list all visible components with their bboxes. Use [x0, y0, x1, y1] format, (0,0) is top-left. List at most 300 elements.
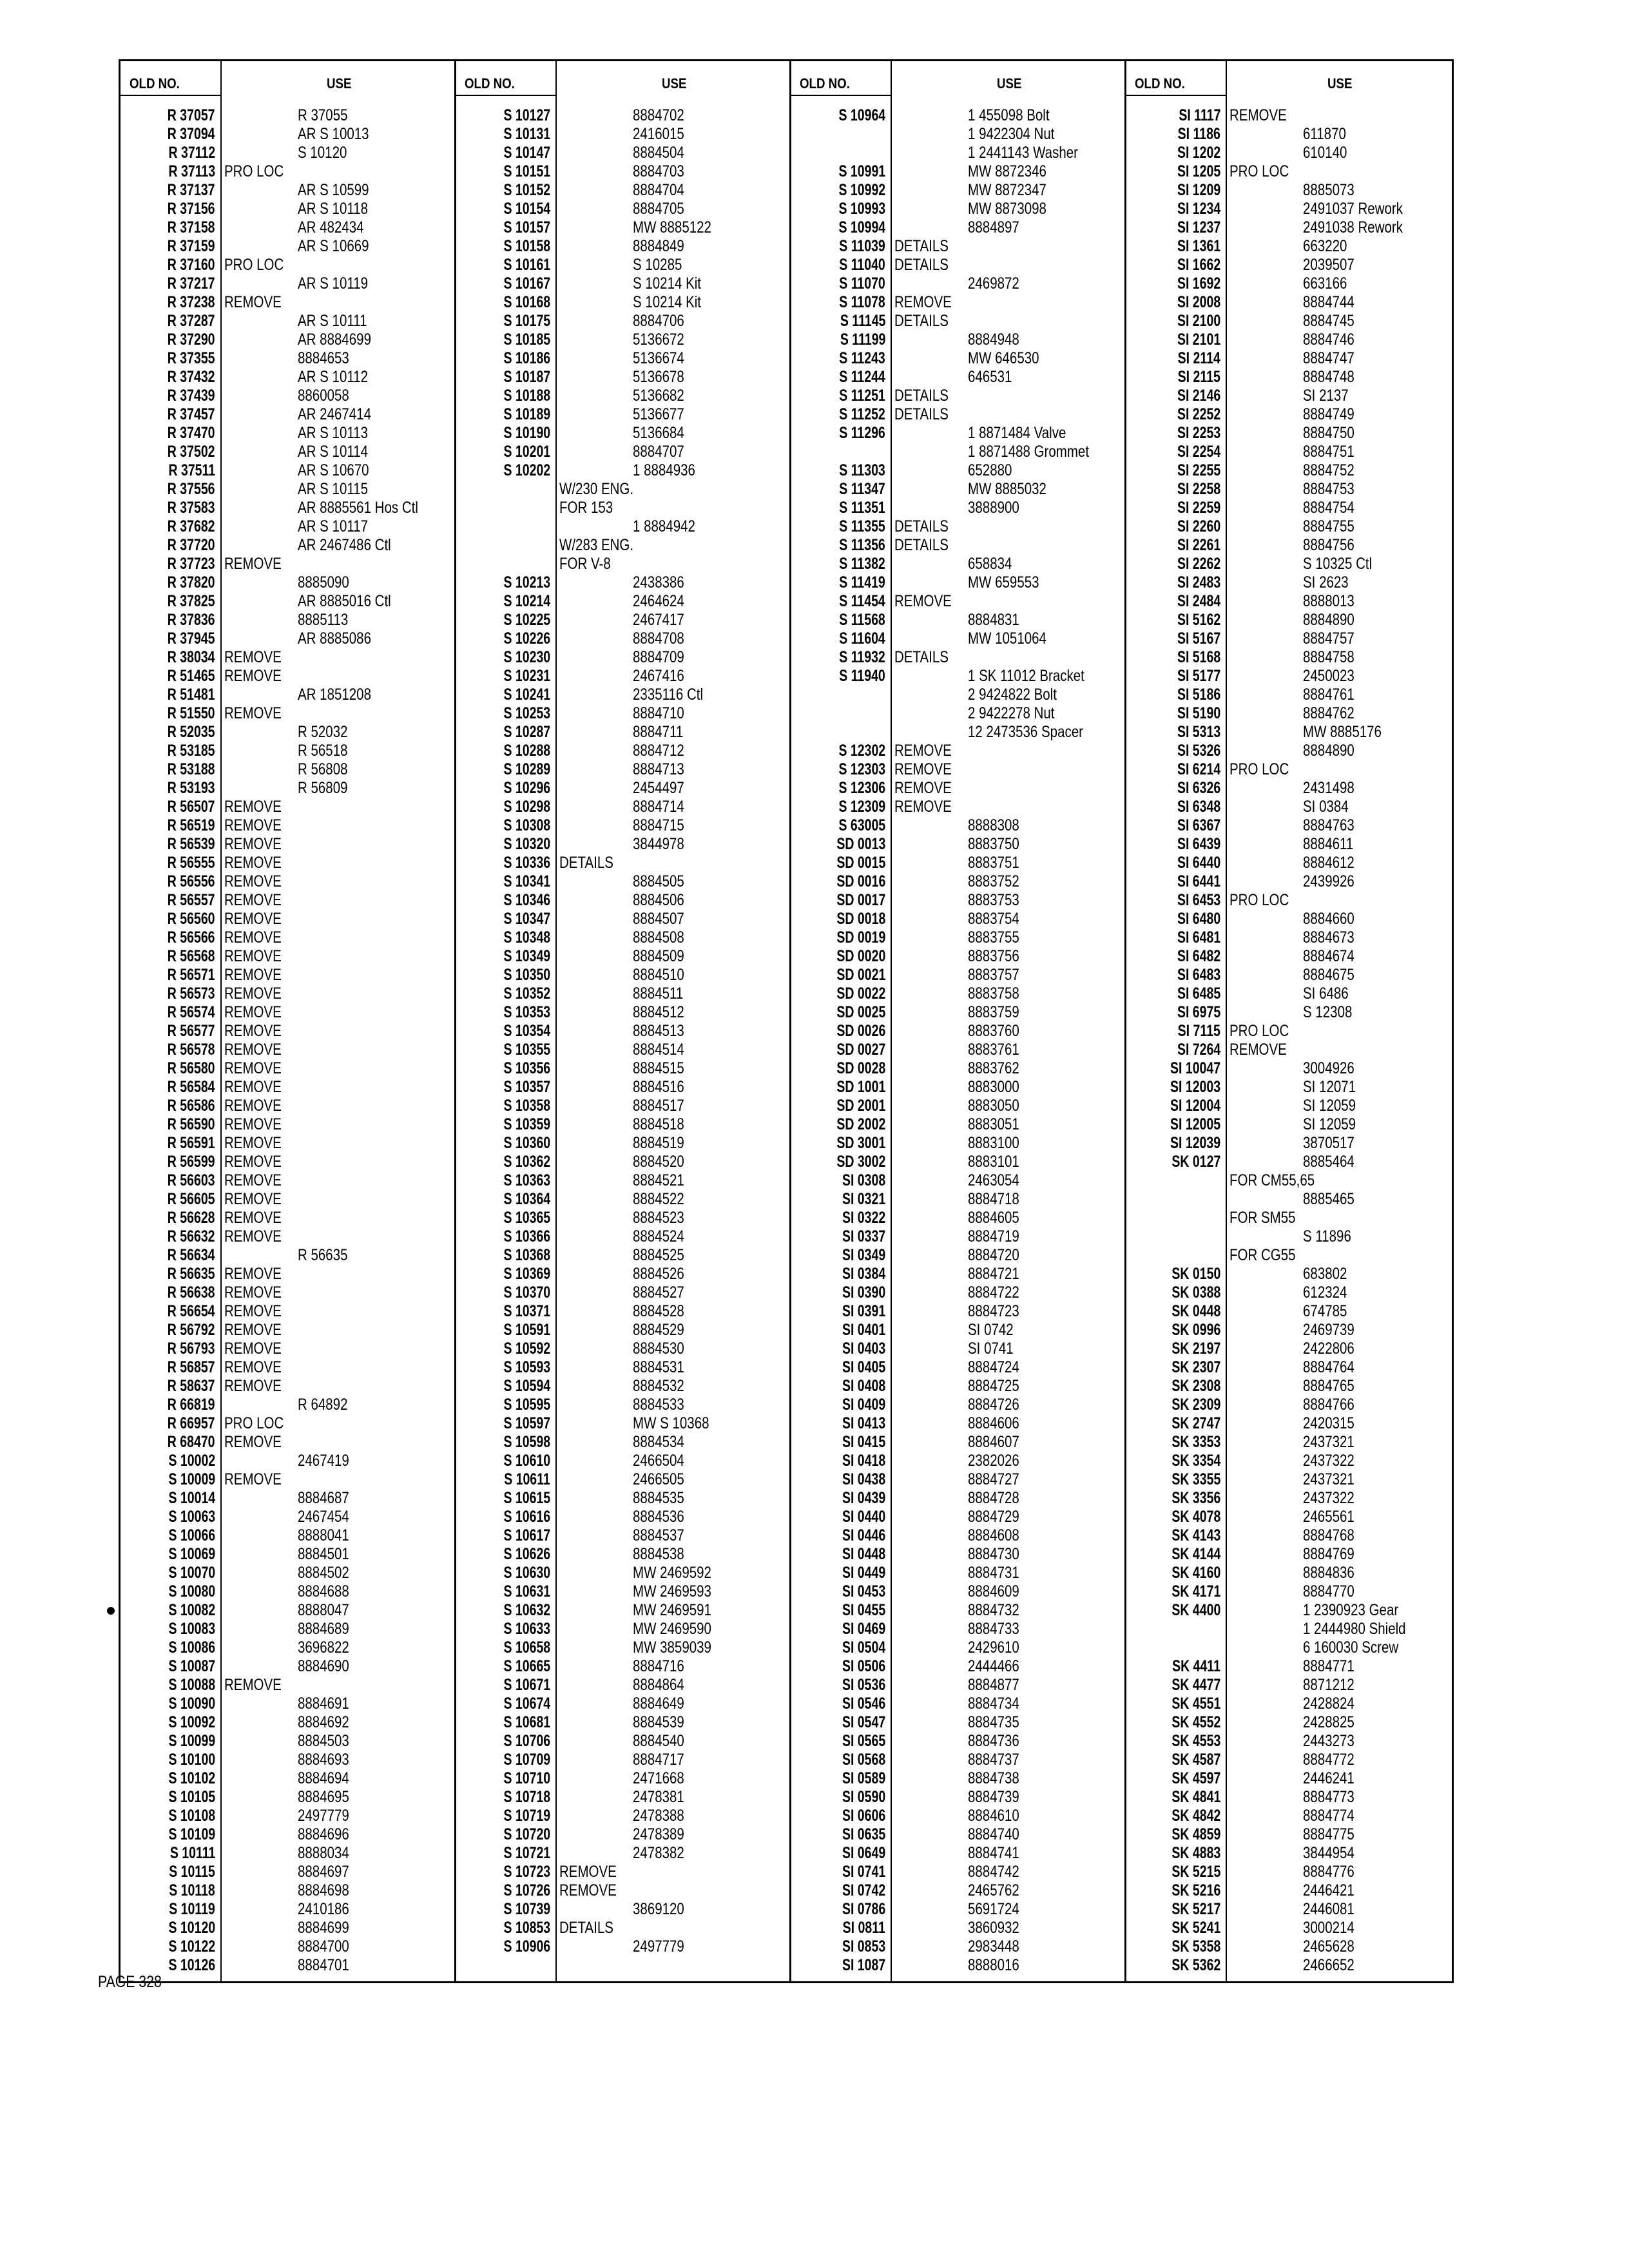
table-column-3: [791, 61, 1126, 1981]
old-number-cell: SI 5313: [1177, 723, 1220, 741]
old-number-cell: S 10616: [503, 1508, 550, 1526]
old-number-cell: R 37432: [168, 368, 215, 386]
use-cell: 8884755: [1303, 517, 1354, 535]
table-row: [1126, 1508, 1452, 1526]
table-row: [456, 274, 791, 293]
table-row: [1126, 349, 1452, 368]
use-cell: 8884697: [298, 1863, 349, 1881]
old-number-cell: SI 6440: [1177, 854, 1220, 872]
use-cell: 3844954: [1303, 1844, 1354, 1862]
old-number-cell: S 10709: [503, 1751, 550, 1769]
use-cell: 8884524: [633, 1227, 684, 1245]
old-number-cell: S 10118: [169, 1881, 215, 1899]
use-cell: SI 6486: [1303, 985, 1349, 1003]
old-number-cell: SD 0021: [836, 966, 885, 984]
header-underline: [1126, 95, 1226, 96]
use-cell: MW 1051064: [968, 629, 1046, 648]
use-cell: 8884535: [633, 1489, 684, 1507]
use-cell: 2431498: [1303, 779, 1354, 797]
old-number-cell: R 56793: [168, 1340, 215, 1358]
table-row: [120, 1489, 456, 1508]
table-row: [120, 424, 456, 443]
old-number-cell: S 10346: [503, 891, 550, 909]
use-cell: 2466504: [633, 1452, 684, 1470]
use-cell: PRO LOC: [224, 256, 284, 274]
table-row: [1126, 1807, 1452, 1825]
use-cell: 8883754: [968, 910, 1019, 928]
use-cell: REMOVE: [224, 1003, 282, 1021]
table-row: [456, 835, 791, 854]
old-number-cell: SI 0786: [842, 1900, 885, 1918]
use-cell: R 52032: [298, 723, 348, 741]
use-cell: 8884502: [298, 1564, 349, 1582]
use-cell: 8884699: [298, 1919, 349, 1937]
old-number-cell: SK 0448: [1171, 1302, 1220, 1320]
table-row: [1126, 1171, 1452, 1190]
use-cell: 8888041: [298, 1526, 349, 1544]
use-cell: 658834: [968, 555, 1012, 573]
table-row: [456, 1508, 791, 1526]
use-cell: REMOVE: [224, 798, 282, 816]
table-row: [456, 611, 791, 629]
table-row: [120, 1153, 456, 1171]
use-cell: 2444466: [968, 1657, 1019, 1675]
use-cell: 8884756: [1303, 536, 1354, 554]
table-row: [456, 1171, 791, 1190]
old-number-cell: R 58637: [168, 1377, 215, 1395]
use-cell: 8884696: [298, 1825, 349, 1843]
table-row: [1126, 1788, 1452, 1807]
use-cell: 8884769: [1303, 1545, 1354, 1563]
use-cell: REMOVE: [224, 1171, 282, 1189]
old-number-cell: R 56654: [168, 1302, 215, 1320]
header-use: USE: [996, 75, 1021, 91]
table-row: [120, 1078, 456, 1097]
use-cell: 8883100: [968, 1134, 1019, 1152]
use-cell: DETAILS: [894, 648, 949, 666]
old-number-cell: S 10352: [503, 985, 550, 1003]
old-number-cell: S 10083: [168, 1620, 215, 1638]
table-row: [1126, 1358, 1452, 1377]
use-cell: SI 2137: [1303, 387, 1349, 405]
use-cell: FOR CM55,65: [1229, 1171, 1315, 1189]
use-cell: 2464624: [633, 592, 684, 610]
use-cell: 5136682: [633, 387, 684, 405]
use-cell: 674785: [1303, 1302, 1347, 1320]
use-cell: 8884531: [633, 1358, 684, 1376]
table-row: [1126, 1246, 1452, 1265]
use-cell: 8884749: [1303, 405, 1354, 423]
table-row: [120, 723, 456, 742]
old-number-cell: S 10201: [503, 443, 550, 461]
header-old-no: OLD NO.: [1135, 75, 1185, 91]
table-column-2: [456, 61, 791, 1981]
use-cell: 8884608: [968, 1526, 1019, 1544]
table-row: [1126, 144, 1452, 162]
use-cell: 8884537: [633, 1526, 684, 1544]
old-number-cell: S 10157: [503, 218, 550, 236]
table-row: [1126, 1844, 1452, 1863]
old-number-cell: R 56557: [168, 891, 215, 909]
table-row: [456, 555, 791, 573]
table-row: [791, 387, 1126, 405]
table-row: [1126, 1283, 1452, 1302]
table-row: [456, 1003, 791, 1022]
old-number-cell: S 10611: [504, 1470, 550, 1488]
old-number-cell: S 10066: [168, 1526, 215, 1544]
table-row: [456, 1209, 791, 1227]
table-row: [1126, 1620, 1452, 1639]
old-number-cell: S 11070: [839, 274, 885, 293]
use-cell: 8884731: [968, 1564, 1019, 1582]
use-cell: 8884690: [298, 1657, 349, 1675]
table-row: [1126, 1713, 1452, 1732]
old-number-cell: R 37113: [168, 162, 215, 180]
old-number-cell: S 10723: [503, 1863, 550, 1881]
table-row: [1126, 405, 1452, 424]
use-cell: 8884700: [298, 1937, 349, 1956]
use-cell: 3860932: [968, 1919, 1019, 1937]
old-number-cell: SI 1361: [1177, 237, 1220, 255]
old-number-cell: S 10175: [503, 312, 550, 330]
use-cell: S 10214 Kit: [633, 274, 701, 293]
old-number-cell: S 10167: [503, 274, 550, 293]
use-cell: 8884510: [633, 966, 684, 984]
old-number-cell: SI 1237: [1177, 218, 1220, 236]
use-cell: 1 SK 11012 Bracket: [968, 667, 1084, 685]
old-number-cell: SI 2259: [1177, 499, 1220, 517]
old-number-cell: R 37057: [168, 106, 215, 124]
use-cell: 8884529: [633, 1321, 684, 1339]
old-number-cell: S 10168: [503, 293, 550, 311]
table-row: [456, 1844, 791, 1863]
use-cell: REMOVE: [894, 798, 952, 816]
table-row: [456, 910, 791, 928]
table-row: [1126, 517, 1452, 536]
use-cell: 8883051: [968, 1115, 1019, 1133]
old-number-cell: R 56574: [168, 1003, 215, 1021]
old-number-cell: S 11040: [839, 256, 885, 274]
use-cell: 8884723: [968, 1302, 1019, 1320]
table-row: [456, 1863, 791, 1881]
old-number-cell: S 11568: [839, 611, 885, 629]
old-number-cell: S 63005: [838, 816, 885, 834]
old-number-cell: SD 0018: [836, 910, 885, 928]
old-number-cell: R 37158: [168, 218, 215, 236]
old-number-cell: S 10100: [168, 1751, 215, 1769]
old-number-cell: S 10127: [503, 106, 550, 124]
use-cell: MW S 10368: [633, 1414, 709, 1432]
table-row: [456, 1059, 791, 1078]
old-number-cell: SI 1087: [842, 1956, 885, 1974]
old-number-cell: SI 1662: [1177, 256, 1220, 274]
old-number-cell: SI 0546: [842, 1695, 885, 1713]
use-cell: 5136678: [633, 368, 684, 386]
table-row: [1126, 368, 1452, 387]
use-cell: AR S 10115: [298, 480, 369, 498]
use-cell: 8884698: [298, 1881, 349, 1899]
table-row: [120, 573, 456, 592]
use-cell: 8884534: [633, 1433, 684, 1451]
table-row: [456, 1601, 791, 1620]
old-number-cell: R 38034: [168, 648, 215, 666]
use-cell: 2466505: [633, 1470, 684, 1488]
use-cell: 2491037 Rework: [1303, 200, 1403, 218]
old-number-cell: S 10595: [503, 1396, 550, 1414]
old-number-cell: S 10354: [503, 1022, 550, 1040]
old-number-cell: SK 5362: [1171, 1956, 1220, 1974]
table-row: [120, 405, 456, 424]
table-row: [120, 1358, 456, 1377]
table-row: [456, 1489, 791, 1508]
table-row: [791, 1695, 1126, 1713]
old-number-cell: SI 1205: [1177, 162, 1220, 180]
use-cell: REMOVE: [224, 648, 282, 666]
header-old-no: OLD NO.: [130, 75, 180, 91]
use-cell: 1 455098 Bolt: [968, 106, 1050, 124]
old-number-cell: SK 0388: [1171, 1283, 1220, 1302]
old-number-cell: R 37156: [168, 200, 215, 218]
old-number-cell: SI 2100: [1177, 312, 1220, 330]
table-row: [791, 1414, 1126, 1433]
use-cell: MW 659553: [968, 573, 1039, 591]
use-cell: AR 8885561 Hos Ctl: [298, 499, 418, 517]
table-row: [791, 1396, 1126, 1414]
use-cell: 8888013: [1303, 592, 1354, 610]
use-cell: 12 2473536 Spacer: [968, 723, 1083, 741]
old-number-cell: S 10186: [503, 349, 550, 367]
table-row: [791, 218, 1126, 237]
old-number-cell: SI 0384: [842, 1265, 885, 1283]
use-cell: 610140: [1303, 144, 1347, 162]
use-cell: 8884705: [633, 200, 684, 218]
table-row: [791, 274, 1126, 293]
table-row: [456, 1582, 791, 1601]
old-number-cell: S 11356: [839, 536, 885, 554]
use-cell: S 10285: [633, 256, 682, 274]
use-cell: 2437321: [1303, 1470, 1354, 1488]
table-row: [1126, 1209, 1452, 1227]
table-row: [456, 1545, 791, 1564]
use-cell: REMOVE: [559, 1863, 617, 1881]
table-row: [456, 854, 791, 872]
old-number-cell: SI 6975: [1177, 1003, 1220, 1021]
table-row: [1126, 798, 1452, 816]
old-number-cell: S 11199: [840, 331, 885, 349]
table-row: [791, 1937, 1126, 1956]
use-cell: SI 12059: [1303, 1115, 1356, 1133]
use-cell: 8884516: [633, 1078, 684, 1096]
table-row: [1126, 779, 1452, 798]
use-cell: 8884539: [633, 1713, 684, 1731]
table-row: [120, 480, 456, 499]
use-cell: REMOVE: [224, 947, 282, 965]
table-row: [1126, 1452, 1452, 1470]
use-cell: SI 2623: [1303, 573, 1349, 591]
use-cell: 2437321: [1303, 1433, 1354, 1451]
table-row: [791, 1657, 1126, 1676]
table-row: [791, 1358, 1126, 1377]
old-number-cell: S 10287: [503, 723, 550, 741]
old-number-cell: R 37457: [168, 405, 215, 423]
use-cell: 8884719: [968, 1227, 1019, 1245]
use-cell: REMOVE: [224, 667, 282, 685]
old-number-cell: R 51550: [168, 704, 215, 722]
old-number-cell: SI 5190: [1177, 704, 1220, 722]
old-number-cell: S 11296: [839, 424, 885, 442]
table-row: [791, 985, 1126, 1003]
old-number-cell: R 37502: [168, 443, 215, 461]
use-cell: 2478388: [633, 1807, 684, 1825]
use-cell: 8883755: [968, 928, 1019, 947]
old-number-cell: S 10726: [503, 1881, 550, 1899]
old-number-cell: SI 1692: [1177, 274, 1220, 293]
old-number-cell: S 10231: [503, 667, 550, 685]
use-cell: 612324: [1303, 1283, 1347, 1302]
old-number-cell: S 10296: [503, 779, 550, 797]
old-number-cell: S 11252: [839, 405, 885, 423]
use-cell: 2382026: [968, 1452, 1019, 1470]
old-number-cell: SI 0589: [842, 1769, 885, 1787]
use-cell: AR S 10112: [298, 368, 369, 386]
use-cell: 8883752: [968, 872, 1019, 890]
use-cell: 8884748: [1303, 368, 1354, 386]
use-cell: MW 8885176: [1303, 723, 1382, 741]
table-row: [1126, 1657, 1452, 1676]
old-number-cell: R 56573: [168, 985, 215, 1003]
table-row: [456, 1769, 791, 1788]
table-row: [1126, 704, 1452, 723]
old-number-cell: S 10161: [503, 256, 550, 274]
table-row: [791, 910, 1126, 928]
use-cell: 8884715: [633, 816, 684, 834]
use-cell: REMOVE: [224, 872, 282, 890]
use-cell: PRO LOC: [1229, 162, 1289, 180]
header-use: USE: [1327, 75, 1352, 91]
table-row: [120, 1414, 456, 1433]
table-row: [456, 1190, 791, 1209]
use-cell: 8884724: [968, 1358, 1019, 1376]
old-number-cell: R 37290: [168, 331, 215, 349]
old-number-cell: SD 0016: [836, 872, 885, 890]
old-number-cell: S 10720: [503, 1825, 550, 1843]
old-number-cell: SK 4859: [1171, 1825, 1220, 1843]
use-cell: 2410186: [298, 1900, 349, 1918]
use-cell: 2497779: [298, 1807, 349, 1825]
use-cell: 652880: [968, 461, 1012, 479]
use-cell: 2454497: [633, 779, 684, 797]
old-number-cell: SI 2252: [1177, 405, 1220, 423]
table-row: [120, 181, 456, 200]
old-number-cell: SI 5167: [1177, 629, 1220, 648]
table-row: [120, 1526, 456, 1545]
table-row: [1126, 629, 1452, 648]
old-number-cell: S 10706: [503, 1732, 550, 1750]
use-cell: 8885465: [1303, 1190, 1354, 1208]
table-row: [456, 1639, 791, 1657]
table-row: [791, 1508, 1126, 1526]
old-number-cell: SI 0391: [842, 1302, 885, 1320]
table-row: [1126, 966, 1452, 985]
old-number-cell: SI 2262: [1177, 555, 1220, 573]
table-row: [1126, 1340, 1452, 1358]
table-row: [1126, 1414, 1452, 1433]
old-number-cell: S 10665: [503, 1657, 550, 1675]
use-cell: PRO LOC: [224, 1414, 284, 1432]
old-number-cell: SI 7264: [1177, 1041, 1220, 1059]
old-number-cell: SK 4553: [1171, 1732, 1220, 1750]
use-cell: R 56518: [298, 742, 348, 760]
table-row: [791, 499, 1126, 517]
old-number-cell: S 11604: [839, 629, 885, 648]
use-cell: 8884764: [1303, 1358, 1354, 1376]
table-row: [791, 629, 1126, 648]
old-number-cell: SD 1001: [836, 1078, 885, 1096]
table-row: [791, 517, 1126, 536]
use-cell: R 64892: [298, 1396, 348, 1414]
use-cell: 8884737: [968, 1751, 1019, 1769]
old-number-cell: SK 4411: [1172, 1657, 1220, 1675]
table-row: [456, 1265, 791, 1283]
use-cell: AR 8885086: [298, 629, 371, 648]
use-cell: 8884660: [1303, 910, 1354, 928]
old-number-cell: R 37682: [168, 517, 215, 535]
old-number-cell: S 10355: [503, 1041, 550, 1059]
table-row: [120, 928, 456, 947]
table-row: [456, 1526, 791, 1545]
table-row: [1126, 443, 1452, 461]
table-row: [1126, 1489, 1452, 1508]
use-cell: 8884722: [968, 1283, 1019, 1302]
use-cell: 2439926: [1303, 872, 1354, 890]
use-cell: 1 2441143 Washer: [968, 144, 1078, 162]
old-number-cell: SD 0017: [836, 891, 885, 909]
old-number-cell: R 66957: [168, 1414, 215, 1432]
header-old-no: OLD NO.: [465, 75, 515, 91]
old-number-cell: R 37159: [168, 237, 215, 255]
use-cell: 8884741: [968, 1844, 1019, 1862]
old-number-cell: SK 2307: [1171, 1358, 1220, 1376]
use-cell: REMOVE: [1229, 1041, 1287, 1059]
table-row: [456, 1433, 791, 1452]
use-cell: 8884525: [633, 1246, 684, 1264]
table-row: [1126, 667, 1452, 686]
table-row: [791, 779, 1126, 798]
use-cell: DETAILS: [894, 312, 949, 330]
table-row: [1126, 536, 1452, 555]
use-cell: PRO LOC: [224, 162, 284, 180]
old-number-cell: R 56591: [168, 1134, 215, 1152]
old-number-cell: S 10009: [168, 1470, 215, 1488]
use-cell: 2446081: [1303, 1900, 1354, 1918]
table-row: [791, 1769, 1126, 1788]
old-number-cell: SI 0853: [842, 1937, 885, 1956]
table-row: [456, 424, 791, 443]
table-row: [1126, 1396, 1452, 1414]
old-number-cell: S 10336: [503, 854, 550, 872]
use-cell: 8884653: [298, 349, 349, 367]
table-row: [456, 1620, 791, 1639]
use-cell: REMOVE: [224, 1190, 282, 1208]
old-number-cell: S 10014: [168, 1489, 215, 1507]
table-row: [456, 1022, 791, 1041]
table-row: [791, 368, 1126, 387]
table-row: [120, 1937, 456, 1956]
use-cell: 8884776: [1303, 1863, 1354, 1881]
table-row: [1126, 1937, 1452, 1956]
table-row: [791, 1526, 1126, 1545]
old-number-cell: S 10253: [503, 704, 550, 722]
